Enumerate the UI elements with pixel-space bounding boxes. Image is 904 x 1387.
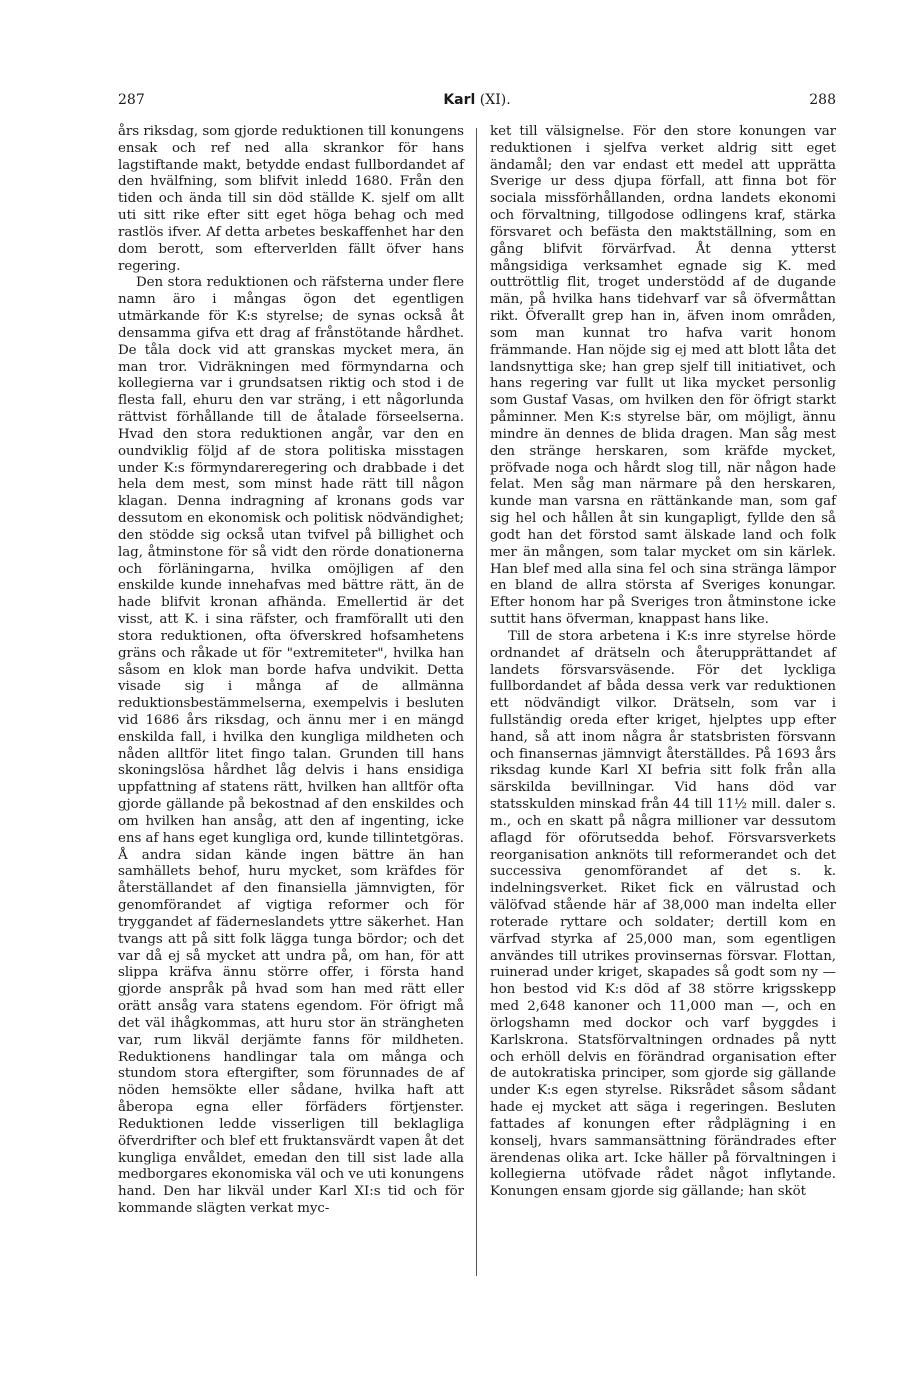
running-title: [118, 92, 836, 108]
right-column: [490, 124, 836, 1201]
paragraph: ket till välsignelse. För den store konungen var reduktionen i sjelfva verket aldrig sitt eget ändamål; den var endast ett medel att upprätta Sverige ur dess djupa förfall, att finna bot för sociala missförhållanden, ordna landets ekonomi och förvaltning, tillgodose odlingens kraf, stärka försvaret och befästa den maktställning, som en gång blifvit förvärfvad. Åt denna ytterst mångsidiga verksamhet egnade sig K. med outtröttlig flit, troget understödd af de dugande män, på hvilka hans tidehvarf var så öfvermåttan rikt. Öfverallt grep han in, äfven inom områden, som man kunnat tro hafva varit honom främmande. Han nöjde sig ej med att blott låta det landsnyttiga ske; han grep sjelf till initiativet, och hans regering var fullt ut lika mycket personlig som Gustaf Vasas, om hvilken den för öfrigt starkt påminner. Men K:s styrelse bär, om möjligt, ännu mindre än dennes de blida dragen. Man såg mest den stränge herskaren, som kräfde mycket, pröfvade noga och hårdt slog till, när någon hade felat. Men såg man närmare på den herskaren, kunde man varsna en rättänkande man, som gaf sig hel och hållen åt sin kungapligt, fyllde den så godt han det förstod samt älskade land och folk mer än mången, som talar mycket om sin kärlek. Han blef med alla sina fel och sina stränga lämpor en bland de allra största af Sveriges konungar. Efter honom har på Sveriges tron åtminstone icke suttit hans öfverman, knappast hans like.: [490, 124, 836, 628]
page-header: [118, 92, 836, 112]
paragraph: Den stora reduktionen och räfsterna under flere namn äro i mångas ögon det egentligen utmärkande för K:s styrelse; de synas också åt densamma gifva ett drag af frånstötande hårdhet. De tåla dock vid att granskas mycket mera, än man tror. Vidräkningen med förmyndarna och kollegierna var i grundsatsen riktig och stod i de flesta fall, ehuru den var sträng, i ett någorlunda rättvist förhållande till de åtalade förseelserna. Hvad den stora reduktionen angår, var den en oundviklig följd af de stora politiska misstagen under K:s förmyndareregering och drabbade i det hela dem mest, som minst hade rätt till någon klagan. Denna indragning af kronans gods var dessutom en ekonomisk och politisk nödvändighet; den stödde sig också utan tvifvel på billighet och lag, åtminstone för så vidt den rörde donationerna och förläningarna, hvilka omöjligen af den enskilde kunde innehafvas med bättre rätt, än de hade blifvit kronan afhända. Emellertid är det visst, att K. i sina räfster, och framförallt uti den stora reduktionen, ofta öfverskred hofsamhetens gräns och råkade ut för "extremiteter", hvilka han såsom en klok man borde hafva undvikit. Detta visade sig i många af de allmänna reduktionsbestämmelserna, exempelvis i besluten vid 1686 års riksdag, och ännu mer i en mängd enskilda fall, i hvilka den kungliga mildheten och nåden alltför litet fingo talan. Grunden till hans skoningslösa hårdhet låg delvis i hans ensidiga uppfattning af statens rätt, hvilken han alltför ofta gjorde gällande på bekostnad af den enskildes och om hvilken han ansåg, att den af ingenting, icke ens af hans eget kungliga ord, kunde tillintetgöras. Å andra sidan kände ingen bättre än han samhällets behof, huru mycket, som kräfdes för återställandet af den finansiella jämnvigten, för genomförandet af vigtiga reformer och för tryggandet af fäderneslandets yttre säkerhet. Han tvangs att på sitt folk lägga tunga bördor; och det var då ej så mycket att undra på, om han, för att slippa kräfva ännu större offer, i första hand gjorde anspråk på hvad som han med rätt eller orätt ansåg vara statens egendom. För öfrigt må det väl ihågkommas, att huru stor än strängheten var, rum likväl derjämte fanns för mildheten. Reduktionens handlingar tala om många och stundom stora eftergifter, som förunnades de af nöden hemsökte eller sådane, hvilka haft att åberopa egna eller förfäders förtjenster. Reduktionen ledde visserligen till beklagliga öfverdrifter och blef ett fruktansvärdt vapen åt det kungliga envåldet, emedan den till sist lade alla medborgares ekonomiska väl och ve uti konungens hand. Den har likväl under Karl XI:s tid och för kommande slägten verkat myc-: [118, 275, 464, 1216]
running-title-suffix: (XI).: [475, 92, 511, 108]
left-column: [118, 124, 464, 1218]
running-title-name: Karl: [443, 92, 476, 108]
page-number-left: 287: [118, 92, 145, 108]
column-divider: [476, 128, 477, 1276]
paragraph: års riksdag, som gjorde reduktionen till konungens ensak och ref ned alla skrankor för hans lagstiftande makt, betydde endast fullbordandet af den hvälfning, som blifvit inledd 1680. Från den tiden och ända till sin död ställde K. sjelf om allt uti sitt rike efter sitt eget höga behag och med rastlös ifver. Af detta arbetes beskaffenhet har den dom berott, som efterverlden fällt öfver hans regering.: [118, 124, 464, 274]
page-number-right: 288: [809, 92, 836, 108]
paragraph: Till de stora arbetena i K:s inre styrelse hörde ordnandet af drätseln och återupprättandet af landets försvarsväsende. För det lyckliga fullbordandet af båda dessa verk var reduktionen ett nödvändigt vilkor. Drätseln, som var i fullständig oreda efter kriget, hjelptes upp efter hand, så att inom några år statsbristen försvann och finansernas jämnvigt återställdes. På 1693 års riksdag kunde Karl XI befria sitt folk från alla särskilda bevillningar. Vid hans död var statsskulden minskad från 44 till 11½ mill. daler s. m., och en skatt på några millioner var dessutom aflagd för oförutsedda behof. Försvarsverkets reorganisation anknöts till reformerandet och det successiva genomförandet af det s. k. indelningsverket. Riket fick en välrustad och välöfvad stående här af 38,000 man indelta eller roterade ryttare och soldater; dertill kom en värfvad styrka af 25,000 man, som egentligen användes till utrikes provinsernas försvar. Flottan, ruinerad under kriget, skapades så godt som ny — hon bestod vid K:s död af 38 större krigsskepp med 2,648 kanoner och 11,000 man —, och en örlogshamn med dockor och varf byggdes i Karlskrona. Statsförvaltningen ordnades på nytt och erhöll delvis en förändrad organisation efter de autokratiska principer, som gjorde sig gällande under K:s egen styrelse. Riksrådet såsom sådant hade ej mycket att säga i regeringen. Besluten fattades af konungen efter rådplägning i en konselj, hvars sammansättning förändrades efter ärendenas olika art. Icke häller på förvaltningen i kollegierna utöfvade rådet något inflytande. Konungen ensam gjorde sig gällande; han sköt: [490, 628, 836, 1200]
